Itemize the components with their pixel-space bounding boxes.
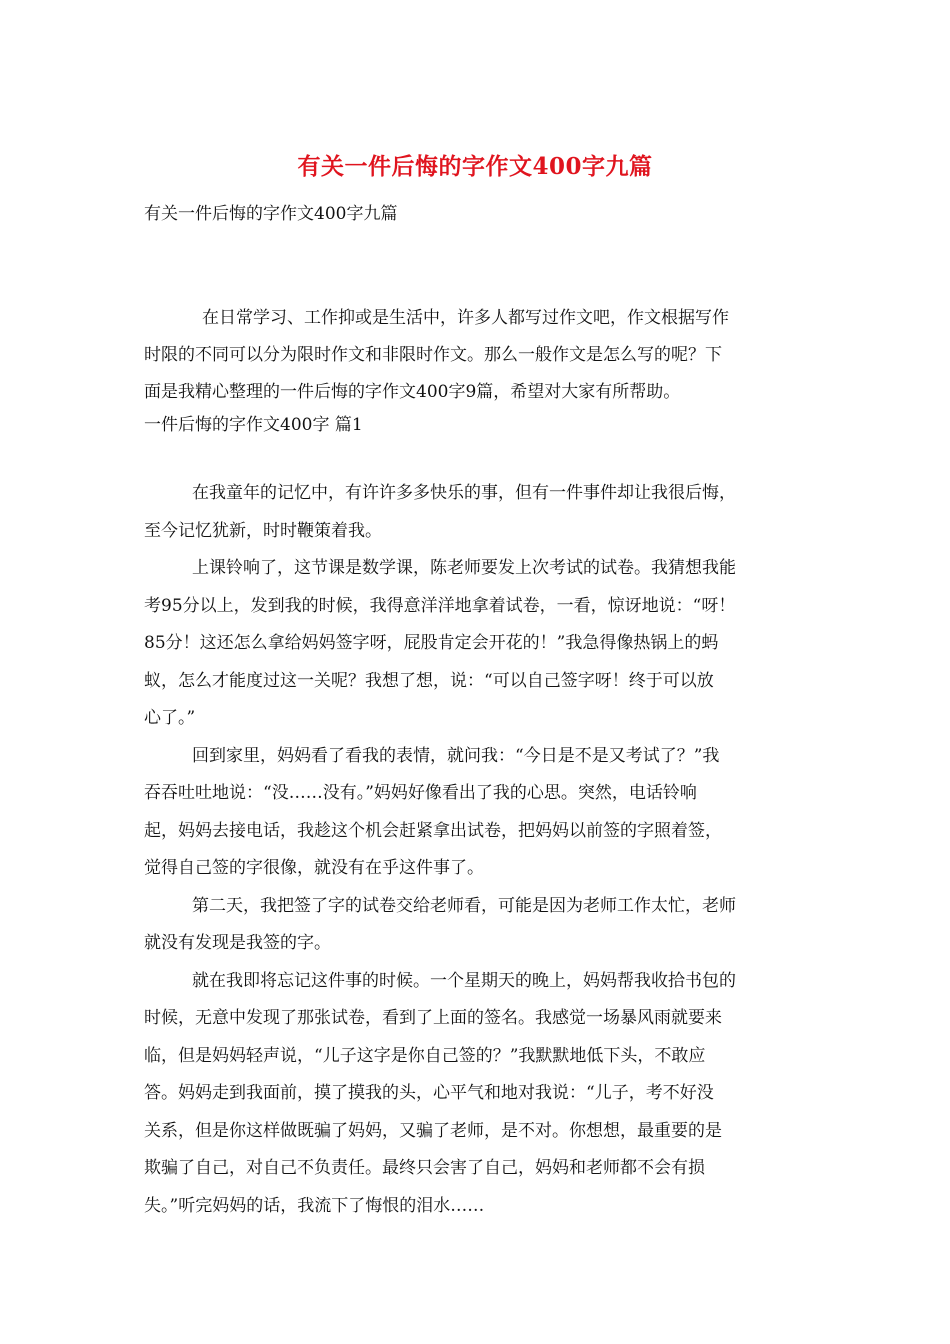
essay-line: 起，妈妈去接电话，我趁这个机会赶紧拿出试卷，把妈妈以前签的字照着签， bbox=[144, 820, 722, 841]
essay-line: 85分！这还怎么拿给妈妈签字呀，屁股肯定会开花的！”我急得像热锅上的蚂 bbox=[144, 633, 719, 653]
essay-line: 回到家里，妈妈看了看我的表情，就问我：“今日是不是又考试了？”我 bbox=[192, 745, 720, 766]
essay-line: 心了。” bbox=[144, 708, 196, 728]
essay-line: 考95分以上，发到我的时候，我得意洋洋地拿着试卷，一看，惊讶地说：“呀！ bbox=[144, 595, 736, 616]
intro-line: 在日常学习、工作抑或是生活中，许多人都写过作文吧，作文根据写作 bbox=[202, 308, 729, 328]
essay-line: 就没有发现是我签的字。 bbox=[144, 933, 331, 953]
essay-line: 第二天，我把签了字的试卷交给老师看，可能是因为老师工作太忙，老师 bbox=[192, 895, 736, 916]
essay-line: 上课铃响了，这节课是数学课，陈老师要发上次考试的试卷。我猜想我能 bbox=[192, 558, 736, 578]
essay-line: 至今记忆犹新，时时鞭策着我。 bbox=[144, 520, 382, 541]
essay-line: 关系，但是你这样做既骗了妈妈，又骗了老师，是不对。你想想，最重要的是 bbox=[144, 1120, 722, 1141]
section-heading: 一件后悔的字作文400字 篇1 bbox=[144, 415, 363, 435]
essay-line: 吞吞吐吐地说：“没……没有。”妈妈好像看出了我的心思。突然，电话铃响 bbox=[144, 783, 697, 803]
page-title: 有关一件后悔的字作文400字九篇 bbox=[297, 153, 653, 180]
essay-line: 欺骗了自己，对自己不负责任。最终只会害了自己，妈妈和老师都不会有损 bbox=[144, 1158, 705, 1178]
essay-line: 答。妈妈走到我面前，摸了摸我的头，心平气和地对我说：“儿子，考不好没 bbox=[144, 1083, 714, 1103]
essay-line: 失。”听完妈妈的话，我流下了悔恨的泪水…… bbox=[144, 1195, 485, 1216]
essay-line: 就在我即将忘记这件事的时候。一个星期天的晚上，妈妈帮我收拾书包的 bbox=[192, 970, 736, 991]
intro-line: 面是我精心整理的一件后悔的字作文400字9篇，希望对大家有所帮助。 bbox=[144, 382, 681, 402]
essay-line: 时候，无意中发现了那张试卷，看到了上面的签名。我感觉一场暴风雨就要来 bbox=[144, 1008, 722, 1028]
essay-line: 临，但是妈妈轻声说，“儿子这字是你自己签的？”我默默地低下头，不敢应 bbox=[144, 1045, 706, 1066]
essay-line: 蚁，怎么才能度过这一关呢？我想了想，说：“可以自己签字呀！终于可以放 bbox=[144, 670, 714, 691]
intro-line: 时限的不同可以分为限时作文和非限时作文。那么一般作文是怎么写的呢？下 bbox=[144, 345, 722, 365]
intro-paragraph bbox=[144, 300, 814, 411]
essay-line: 在我童年的记忆中，有许许多多快乐的事，但有一件事件却让我很后悔， bbox=[192, 483, 736, 503]
subtitle: 有关一件后悔的字作文400字九篇 bbox=[144, 204, 398, 224]
essay-line: 觉得自己签的字很像，就没有在乎这件事了。 bbox=[144, 858, 484, 878]
essay-body bbox=[144, 475, 814, 1225]
